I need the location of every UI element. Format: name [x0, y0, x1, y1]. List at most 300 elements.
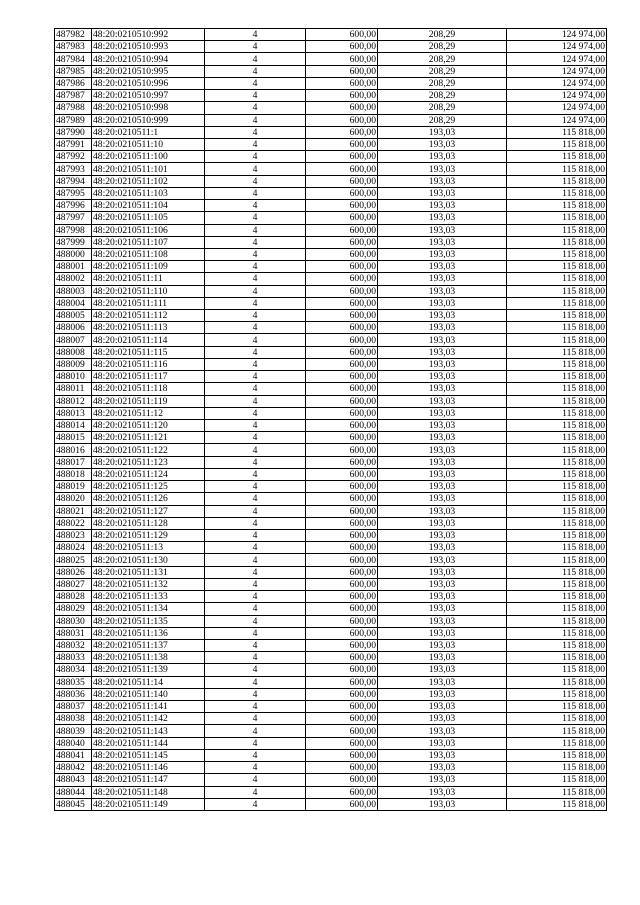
area-cell: 600,00 — [306, 749, 378, 761]
cadastral-number-cell: 48:20:0210510:996 — [92, 77, 205, 89]
total-cell: 115 818,00 — [507, 505, 607, 517]
table-row — [55, 395, 607, 407]
row-id-cell: 487999 — [55, 236, 92, 248]
total-cell: 115 818,00 — [507, 627, 607, 639]
cadastral-number-cell: 48:20:0210511:135 — [92, 615, 205, 627]
table-row — [55, 273, 607, 285]
total-cell: 115 818,00 — [507, 444, 607, 456]
table-row — [55, 383, 607, 395]
total-cell: 115 818,00 — [507, 151, 607, 163]
class-cell: 4 — [205, 175, 306, 187]
total-cell: 115 818,00 — [507, 273, 607, 285]
class-cell: 4 — [205, 737, 306, 749]
class-cell: 4 — [205, 29, 306, 41]
cadastral-number-cell: 48:20:0210511:139 — [92, 664, 205, 676]
total-cell: 124 974,00 — [507, 29, 607, 41]
unit-price-cell: 193,03 — [378, 762, 507, 774]
row-id-cell: 488036 — [55, 688, 92, 700]
class-cell: 4 — [205, 187, 306, 199]
unit-price-cell: 193,03 — [378, 200, 507, 212]
table-row — [55, 725, 607, 737]
area-cell: 600,00 — [306, 493, 378, 505]
row-id-cell: 487987 — [55, 90, 92, 102]
class-cell: 4 — [205, 163, 306, 175]
area-cell: 600,00 — [306, 285, 378, 297]
unit-price-cell: 193,03 — [378, 224, 507, 236]
table-row — [55, 236, 607, 248]
cadastral-number-cell: 48:20:0210510:994 — [92, 53, 205, 65]
cadastral-number-cell: 48:20:0210511:145 — [92, 749, 205, 761]
class-cell: 4 — [205, 688, 306, 700]
cadastral-number-cell: 48:20:0210511:122 — [92, 444, 205, 456]
unit-price-cell: 193,03 — [378, 578, 507, 590]
unit-price-cell: 193,03 — [378, 420, 507, 432]
row-id-cell: 488004 — [55, 297, 92, 309]
row-id-cell: 488030 — [55, 615, 92, 627]
area-cell: 600,00 — [306, 395, 378, 407]
unit-price-cell: 193,03 — [378, 395, 507, 407]
area-cell: 600,00 — [306, 407, 378, 419]
area-cell: 600,00 — [306, 713, 378, 725]
unit-price-cell: 193,03 — [378, 798, 507, 810]
table-row — [55, 200, 607, 212]
row-id-cell: 488020 — [55, 493, 92, 505]
cadastral-number-cell: 48:20:0210511:123 — [92, 456, 205, 468]
area-cell: 600,00 — [306, 212, 378, 224]
row-id-cell: 488037 — [55, 701, 92, 713]
cadastral-number-cell: 48:20:0210511:128 — [92, 517, 205, 529]
class-cell: 4 — [205, 664, 306, 676]
row-id-cell: 488026 — [55, 566, 92, 578]
area-cell: 600,00 — [306, 187, 378, 199]
row-id-cell: 487994 — [55, 175, 92, 187]
class-cell: 4 — [205, 774, 306, 786]
row-id-cell: 488016 — [55, 444, 92, 456]
total-cell: 115 818,00 — [507, 517, 607, 529]
table-row — [55, 749, 607, 761]
area-cell: 600,00 — [306, 273, 378, 285]
total-cell: 115 818,00 — [507, 138, 607, 150]
cadastral-number-cell: 48:20:0210511:148 — [92, 786, 205, 798]
total-cell: 115 818,00 — [507, 322, 607, 334]
total-cell: 115 818,00 — [507, 749, 607, 761]
row-id-cell: 488044 — [55, 786, 92, 798]
row-id-cell: 488003 — [55, 285, 92, 297]
row-id-cell: 488002 — [55, 273, 92, 285]
total-cell: 115 818,00 — [507, 554, 607, 566]
class-cell: 4 — [205, 627, 306, 639]
class-cell: 4 — [205, 383, 306, 395]
row-id-cell: 488023 — [55, 529, 92, 541]
cadastral-number-cell: 48:20:0210511:127 — [92, 505, 205, 517]
class-cell: 4 — [205, 676, 306, 688]
row-id-cell: 488040 — [55, 737, 92, 749]
row-id-cell: 488008 — [55, 346, 92, 358]
unit-price-cell: 193,03 — [378, 615, 507, 627]
unit-price-cell: 193,03 — [378, 175, 507, 187]
table-row — [55, 371, 607, 383]
total-cell: 115 818,00 — [507, 639, 607, 651]
table-row — [55, 358, 607, 370]
cadastral-number-cell: 48:20:0210511:11 — [92, 273, 205, 285]
area-cell: 600,00 — [306, 737, 378, 749]
total-cell: 115 818,00 — [507, 542, 607, 554]
unit-price-cell: 193,03 — [378, 163, 507, 175]
total-cell: 115 818,00 — [507, 163, 607, 175]
class-cell: 4 — [205, 786, 306, 798]
cadastral-number-cell: 48:20:0210511:132 — [92, 578, 205, 590]
total-cell: 115 818,00 — [507, 371, 607, 383]
class-cell: 4 — [205, 468, 306, 480]
total-cell: 115 818,00 — [507, 493, 607, 505]
class-cell: 4 — [205, 432, 306, 444]
total-cell: 115 818,00 — [507, 676, 607, 688]
area-cell: 600,00 — [306, 517, 378, 529]
row-id-cell: 487986 — [55, 77, 92, 89]
cadastral-number-cell: 48:20:0210510:998 — [92, 102, 205, 114]
cadastral-number-cell: 48:20:0210511:114 — [92, 334, 205, 346]
cadastral-number-cell: 48:20:0210511:121 — [92, 432, 205, 444]
unit-price-cell: 208,29 — [378, 77, 507, 89]
unit-price-cell: 193,03 — [378, 554, 507, 566]
cadastral-number-cell: 48:20:0210511:126 — [92, 493, 205, 505]
class-cell: 4 — [205, 285, 306, 297]
class-cell: 4 — [205, 371, 306, 383]
cadastral-number-cell: 48:20:0210511:131 — [92, 566, 205, 578]
area-cell: 600,00 — [306, 664, 378, 676]
cadastral-number-cell: 48:20:0210511:12 — [92, 407, 205, 419]
area-cell: 600,00 — [306, 334, 378, 346]
table-row — [55, 248, 607, 260]
row-id-cell: 487985 — [55, 65, 92, 77]
total-cell: 115 818,00 — [507, 566, 607, 578]
table-row — [55, 114, 607, 126]
total-cell: 115 818,00 — [507, 762, 607, 774]
table-row — [55, 481, 607, 493]
area-cell: 600,00 — [306, 236, 378, 248]
class-cell: 4 — [205, 762, 306, 774]
area-cell: 600,00 — [306, 652, 378, 664]
row-id-cell: 488017 — [55, 456, 92, 468]
unit-price-cell: 193,03 — [378, 371, 507, 383]
cadastral-number-cell: 48:20:0210511:136 — [92, 627, 205, 639]
class-cell: 4 — [205, 566, 306, 578]
table-row — [55, 737, 607, 749]
area-cell: 600,00 — [306, 224, 378, 236]
unit-price-cell: 193,03 — [378, 273, 507, 285]
cadastral-number-cell: 48:20:0210511:107 — [92, 236, 205, 248]
table-row — [55, 639, 607, 651]
total-cell: 115 818,00 — [507, 456, 607, 468]
cadastral-number-cell: 48:20:0210511:147 — [92, 774, 205, 786]
total-cell: 115 818,00 — [507, 652, 607, 664]
total-cell: 115 818,00 — [507, 358, 607, 370]
table-row — [55, 786, 607, 798]
total-cell: 115 818,00 — [507, 261, 607, 273]
area-cell: 600,00 — [306, 591, 378, 603]
unit-price-cell: 193,03 — [378, 713, 507, 725]
class-cell: 4 — [205, 529, 306, 541]
class-cell: 4 — [205, 53, 306, 65]
row-id-cell: 488000 — [55, 248, 92, 260]
class-cell: 4 — [205, 322, 306, 334]
unit-price-cell: 193,03 — [378, 126, 507, 138]
total-cell: 115 818,00 — [507, 432, 607, 444]
table-row — [55, 542, 607, 554]
row-id-cell: 488028 — [55, 591, 92, 603]
cadastral-number-cell: 48:20:0210510:997 — [92, 90, 205, 102]
cadastral-number-cell: 48:20:0210511:146 — [92, 762, 205, 774]
unit-price-cell: 208,29 — [378, 29, 507, 41]
table-row — [55, 627, 607, 639]
class-cell: 4 — [205, 505, 306, 517]
area-cell: 600,00 — [306, 358, 378, 370]
table-row — [55, 529, 607, 541]
total-cell: 115 818,00 — [507, 578, 607, 590]
table-row — [55, 456, 607, 468]
table-row — [55, 578, 607, 590]
total-cell: 115 818,00 — [507, 236, 607, 248]
cadastral-number-cell: 48:20:0210511:142 — [92, 713, 205, 725]
table-row — [55, 554, 607, 566]
cadastral-number-cell: 48:20:0210511:120 — [92, 420, 205, 432]
cadastral-number-cell: 48:20:0210511:13 — [92, 542, 205, 554]
cadastral-number-cell: 48:20:0210511:118 — [92, 383, 205, 395]
area-cell: 600,00 — [306, 261, 378, 273]
table-row — [55, 603, 607, 615]
table-row — [55, 774, 607, 786]
total-cell: 115 818,00 — [507, 212, 607, 224]
class-cell: 4 — [205, 554, 306, 566]
row-id-cell: 488031 — [55, 627, 92, 639]
area-cell: 600,00 — [306, 505, 378, 517]
class-cell: 4 — [205, 273, 306, 285]
area-cell: 600,00 — [306, 371, 378, 383]
table-row — [55, 285, 607, 297]
total-cell: 115 818,00 — [507, 786, 607, 798]
table-row — [55, 212, 607, 224]
area-cell: 600,00 — [306, 468, 378, 480]
class-cell: 4 — [205, 542, 306, 554]
row-id-cell: 488025 — [55, 554, 92, 566]
total-cell: 115 818,00 — [507, 383, 607, 395]
unit-price-cell: 193,03 — [378, 652, 507, 664]
total-cell: 124 974,00 — [507, 65, 607, 77]
row-id-cell: 487996 — [55, 200, 92, 212]
class-cell: 4 — [205, 798, 306, 810]
row-id-cell: 487997 — [55, 212, 92, 224]
class-cell: 4 — [205, 114, 306, 126]
unit-price-cell: 193,03 — [378, 212, 507, 224]
class-cell: 4 — [205, 138, 306, 150]
unit-price-cell: 193,03 — [378, 481, 507, 493]
area-cell: 600,00 — [306, 420, 378, 432]
table-row — [55, 53, 607, 65]
unit-price-cell: 193,03 — [378, 529, 507, 541]
unit-price-cell: 193,03 — [378, 542, 507, 554]
row-id-cell: 488043 — [55, 774, 92, 786]
table-row — [55, 41, 607, 53]
table-row — [55, 310, 607, 322]
class-cell: 4 — [205, 224, 306, 236]
total-cell: 115 818,00 — [507, 346, 607, 358]
table-row — [55, 297, 607, 309]
table-row — [55, 224, 607, 236]
class-cell: 4 — [205, 493, 306, 505]
total-cell: 115 818,00 — [507, 701, 607, 713]
class-cell: 4 — [205, 652, 306, 664]
area-cell: 600,00 — [306, 529, 378, 541]
unit-price-cell: 193,03 — [378, 505, 507, 517]
area-cell: 600,00 — [306, 798, 378, 810]
class-cell: 4 — [205, 151, 306, 163]
table-row — [55, 566, 607, 578]
row-id-cell: 488022 — [55, 517, 92, 529]
unit-price-cell: 193,03 — [378, 151, 507, 163]
row-id-cell: 488029 — [55, 603, 92, 615]
class-cell: 4 — [205, 420, 306, 432]
table-row — [55, 701, 607, 713]
area-cell: 600,00 — [306, 346, 378, 358]
table-row — [55, 138, 607, 150]
area-cell: 600,00 — [306, 615, 378, 627]
area-cell: 600,00 — [306, 456, 378, 468]
class-cell: 4 — [205, 407, 306, 419]
class-cell: 4 — [205, 444, 306, 456]
unit-price-cell: 193,03 — [378, 334, 507, 346]
cadastral-number-cell: 48:20:0210511:143 — [92, 725, 205, 737]
area-cell: 600,00 — [306, 603, 378, 615]
table-row — [55, 591, 607, 603]
cadastral-number-cell: 48:20:0210511:116 — [92, 358, 205, 370]
class-cell: 4 — [205, 358, 306, 370]
cadastral-number-cell: 48:20:0210511:140 — [92, 688, 205, 700]
total-cell: 124 974,00 — [507, 41, 607, 53]
cadastral-number-cell: 48:20:0210511:117 — [92, 371, 205, 383]
cadastral-number-cell: 48:20:0210511:110 — [92, 285, 205, 297]
row-id-cell: 488001 — [55, 261, 92, 273]
unit-price-cell: 193,03 — [378, 493, 507, 505]
cadastral-number-cell: 48:20:0210511:129 — [92, 529, 205, 541]
class-cell: 4 — [205, 725, 306, 737]
row-id-cell: 488024 — [55, 542, 92, 554]
table-row — [55, 688, 607, 700]
total-cell: 115 818,00 — [507, 713, 607, 725]
unit-price-cell: 193,03 — [378, 603, 507, 615]
row-id-cell: 488038 — [55, 713, 92, 725]
cadastral-number-cell: 48:20:0210511:119 — [92, 395, 205, 407]
total-cell: 115 818,00 — [507, 688, 607, 700]
class-cell: 4 — [205, 615, 306, 627]
total-cell: 124 974,00 — [507, 114, 607, 126]
area-cell: 600,00 — [306, 126, 378, 138]
row-id-cell: 488035 — [55, 676, 92, 688]
cadastral-number-cell: 48:20:0210511:124 — [92, 468, 205, 480]
unit-price-cell: 193,03 — [378, 261, 507, 273]
class-cell: 4 — [205, 65, 306, 77]
total-cell: 124 974,00 — [507, 77, 607, 89]
class-cell: 4 — [205, 603, 306, 615]
area-cell: 600,00 — [306, 725, 378, 737]
row-id-cell: 488027 — [55, 578, 92, 590]
cadastral-number-cell: 48:20:0210511:102 — [92, 175, 205, 187]
area-cell: 600,00 — [306, 639, 378, 651]
class-cell: 4 — [205, 77, 306, 89]
row-id-cell: 487984 — [55, 53, 92, 65]
cadastral-number-cell: 48:20:0210511:105 — [92, 212, 205, 224]
total-cell: 115 818,00 — [507, 175, 607, 187]
cadastral-number-cell: 48:20:0210511:134 — [92, 603, 205, 615]
cadastral-number-cell: 48:20:0210511:130 — [92, 554, 205, 566]
area-cell: 600,00 — [306, 175, 378, 187]
cadastral-number-cell: 48:20:0210511:113 — [92, 322, 205, 334]
row-id-cell: 488021 — [55, 505, 92, 517]
row-id-cell: 487995 — [55, 187, 92, 199]
unit-price-cell: 208,29 — [378, 53, 507, 65]
row-id-cell: 487988 — [55, 102, 92, 114]
total-cell: 115 818,00 — [507, 310, 607, 322]
table-row — [55, 615, 607, 627]
area-cell: 600,00 — [306, 200, 378, 212]
area-cell: 600,00 — [306, 114, 378, 126]
row-id-cell: 487998 — [55, 224, 92, 236]
area-cell: 600,00 — [306, 102, 378, 114]
row-id-cell: 488015 — [55, 432, 92, 444]
total-cell: 124 974,00 — [507, 90, 607, 102]
class-cell: 4 — [205, 102, 306, 114]
total-cell: 115 818,00 — [507, 407, 607, 419]
total-cell: 115 818,00 — [507, 774, 607, 786]
cadastral-number-cell: 48:20:0210511:125 — [92, 481, 205, 493]
total-cell: 115 818,00 — [507, 615, 607, 627]
unit-price-cell: 193,03 — [378, 297, 507, 309]
total-cell: 115 818,00 — [507, 591, 607, 603]
row-id-cell: 488045 — [55, 798, 92, 810]
unit-price-cell: 193,03 — [378, 285, 507, 297]
cadastral-number-cell: 48:20:0210510:999 — [92, 114, 205, 126]
table-row — [55, 517, 607, 529]
class-cell: 4 — [205, 261, 306, 273]
row-id-cell: 488042 — [55, 762, 92, 774]
row-id-cell: 488012 — [55, 395, 92, 407]
table-row — [55, 432, 607, 444]
row-id-cell: 488019 — [55, 481, 92, 493]
unit-price-cell: 193,03 — [378, 737, 507, 749]
cadastral-number-cell: 48:20:0210511:149 — [92, 798, 205, 810]
area-cell: 600,00 — [306, 578, 378, 590]
class-cell: 4 — [205, 395, 306, 407]
class-cell: 4 — [205, 126, 306, 138]
class-cell: 4 — [205, 236, 306, 248]
area-cell: 600,00 — [306, 554, 378, 566]
cadastral-number-cell: 48:20:0210511:144 — [92, 737, 205, 749]
total-cell: 115 818,00 — [507, 126, 607, 138]
class-cell: 4 — [205, 578, 306, 590]
unit-price-cell: 193,03 — [378, 346, 507, 358]
row-id-cell: 488009 — [55, 358, 92, 370]
class-cell: 4 — [205, 297, 306, 309]
area-cell: 600,00 — [306, 90, 378, 102]
unit-price-cell: 193,03 — [378, 701, 507, 713]
class-cell: 4 — [205, 310, 306, 322]
table-row — [55, 444, 607, 456]
class-cell: 4 — [205, 639, 306, 651]
area-cell: 600,00 — [306, 786, 378, 798]
cadastral-number-cell: 48:20:0210511:101 — [92, 163, 205, 175]
unit-price-cell: 193,03 — [378, 664, 507, 676]
class-cell: 4 — [205, 713, 306, 725]
table-row — [55, 468, 607, 480]
